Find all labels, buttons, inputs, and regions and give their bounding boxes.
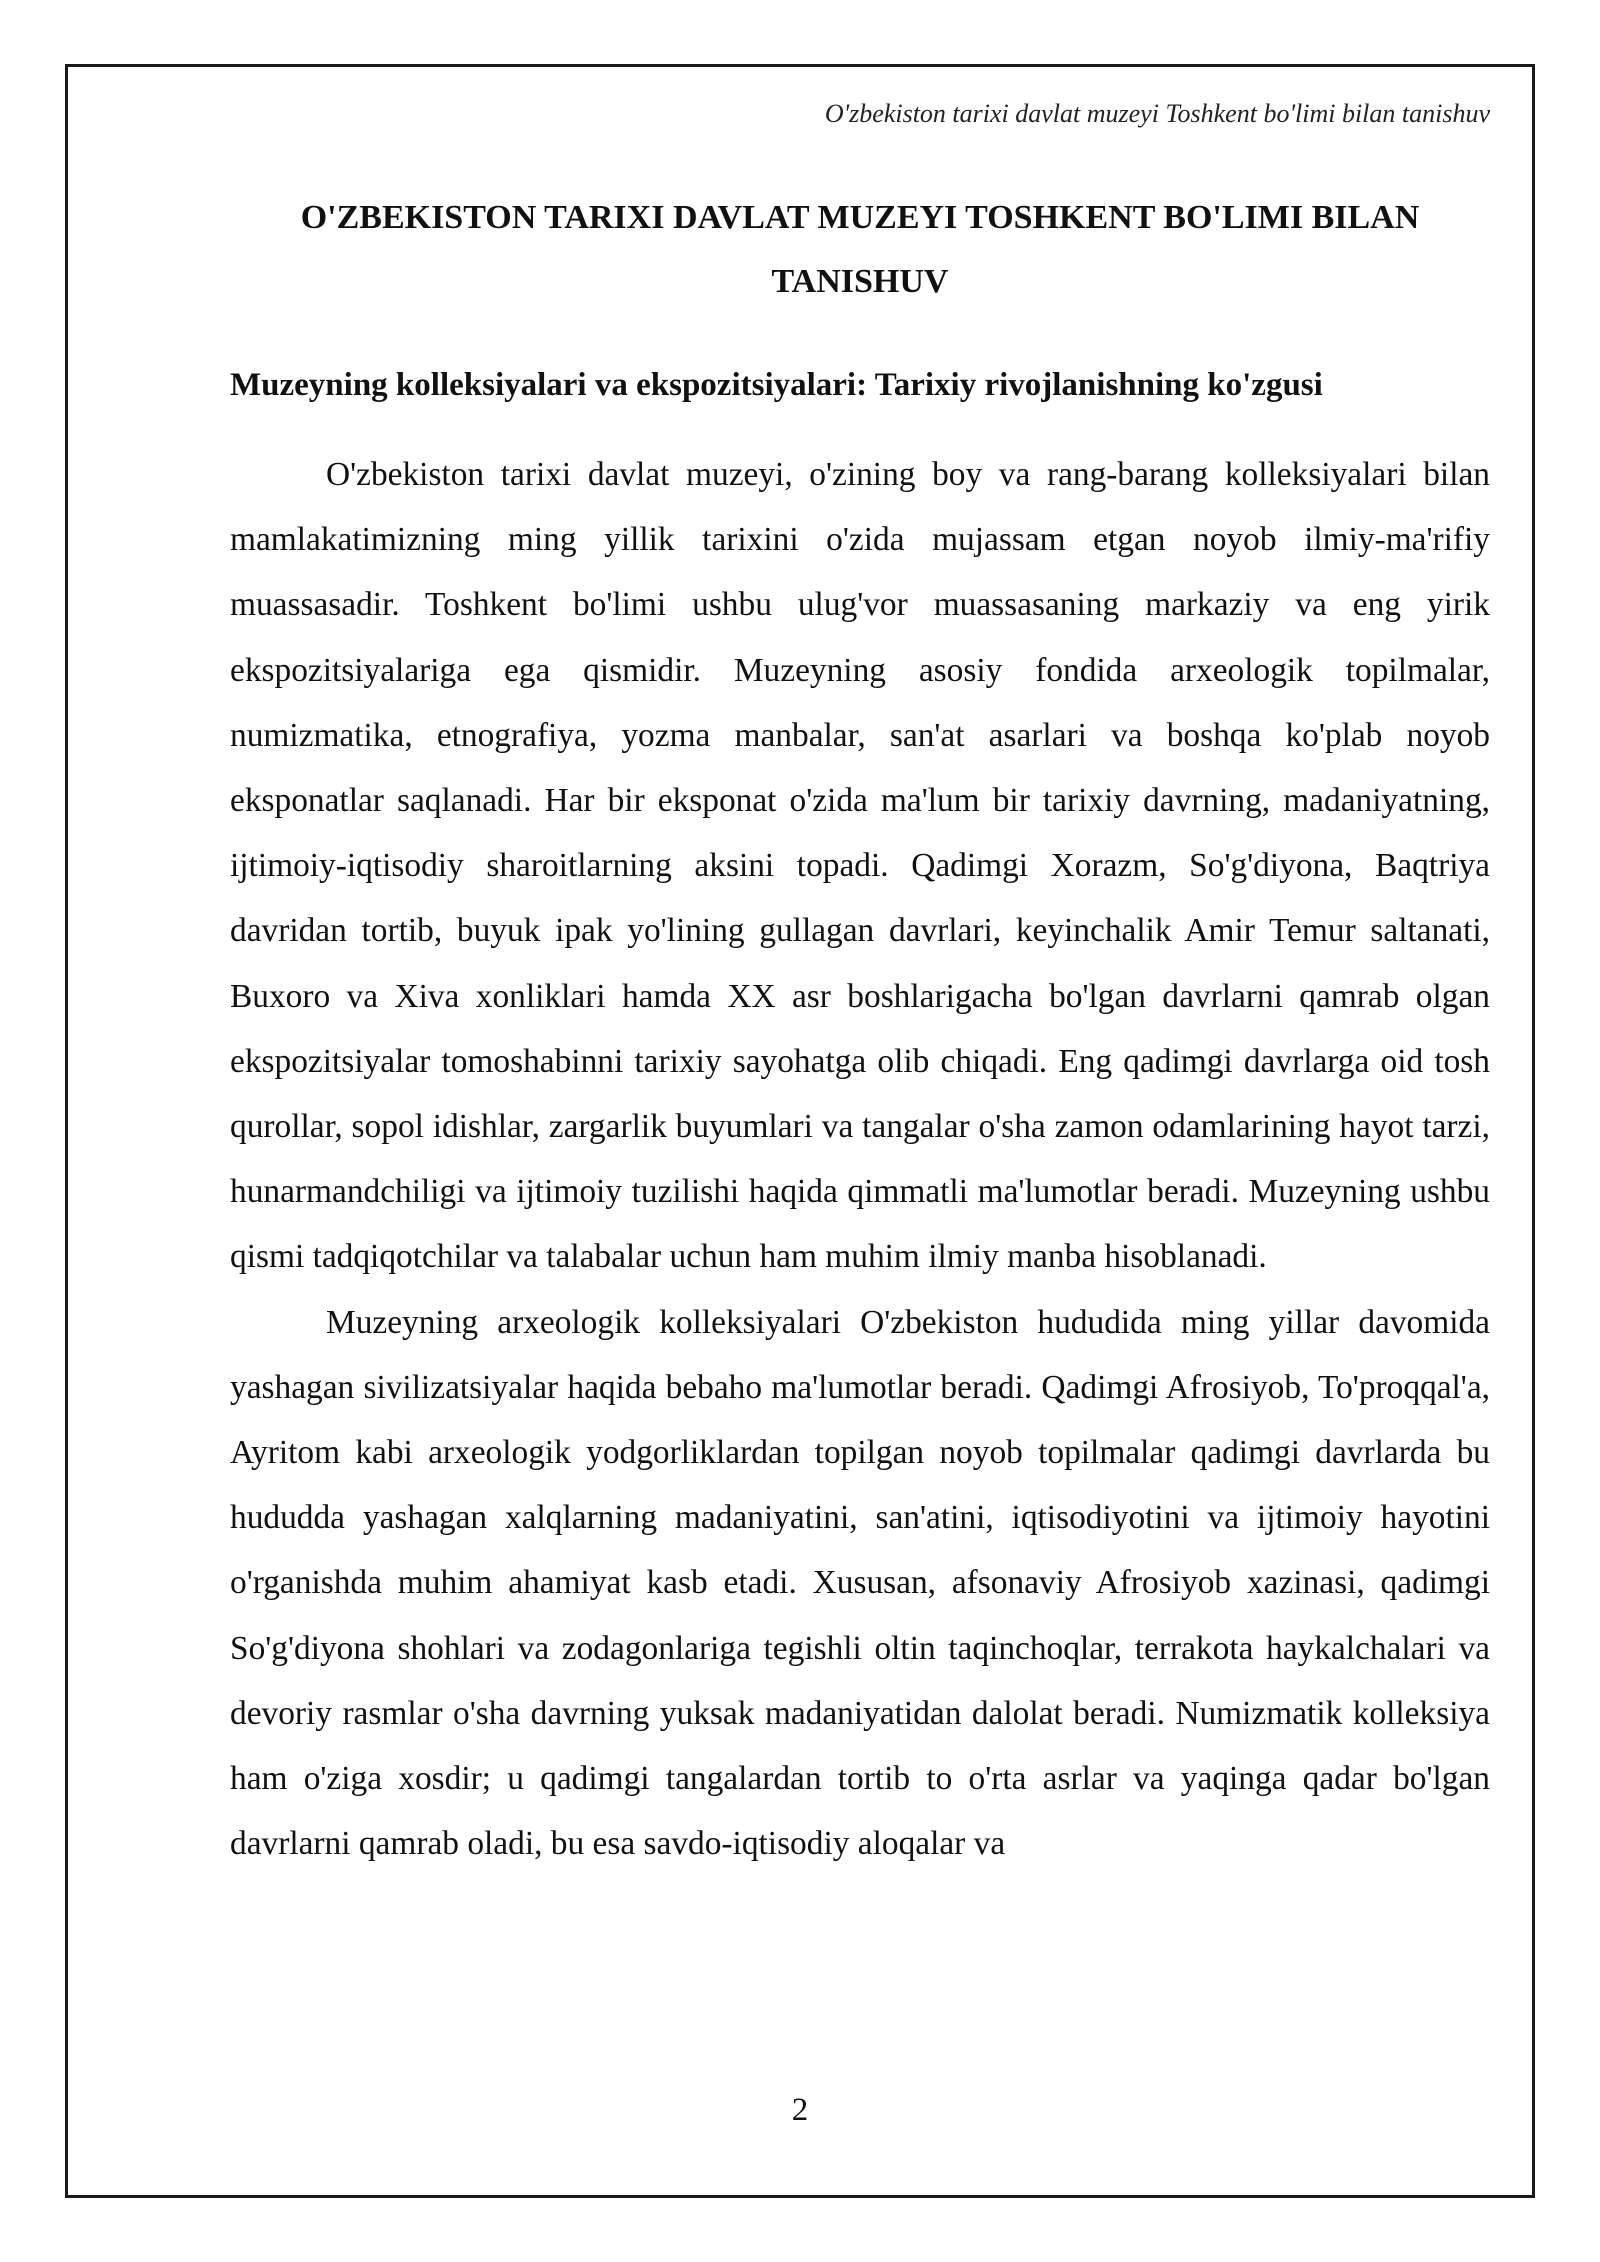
body-text [230,442,1490,1876]
document-title-line-2: TANISHUV [771,263,949,300]
section-heading: Muzeyning kolleksiyalari va ekspozitsiyalari: Tarixiy rivojlanishning ko'zgusi [230,367,1323,403]
document-title [230,186,1490,314]
paragraph-1: O'zbekiston tarixi davlat muzeyi, o'zining boy va rang-barang kolleksiyalari bilan mamlakatimizning ming yillik tarixini o'zida mujassam etgan noyob ilmiy-ma'rifiy muassasadir. Toshkent bo'limi ushbu ulug'vor muassasaning markaziy va eng yirik ekspozitsiyalariga ega qismidir. Muzeyning asosiy fondida arxeologik topilmalar, numizmatika, etnografiya, yozma manbalar, san'at asarlari va boshqa ko'plab noyob eksponatlar saqlanadi. Har bir eksponat o'zida ma'lum bir tarixiy davrning, madaniyatning, ijtimoiy-iqtisodiy sharoitlarning aksini topadi. Qadimgi Xorazm, So'g'diyona, Baqtriya davridan tortib, buyuk ipak yo'lining gullagan davrlari, keyinchalik Amir Temur saltanati, Buxoro va Xiva xonliklari hamda XX asr boshlarigacha bo'lgan davrlarni qamrab olgan ekspozitsiyalar tomoshabinni tarixiy sayohatga olib chiqadi. Eng qadimgi davrlarga oid tosh qurollar, sopol idishlar, zargarlik buyumlari va tangalar o'sha zamon odamlarining hayot tarzi, hunarmandchiligi va ijtimoiy tuzilishi haqida qimmatli ma'lumotlar beradi. Muzeyning ushbu qismi tadqiqotchilar va talabalar uchun ham muhim ilmiy manba hisoblanadi. [230,456,1490,1276]
page-number: 2 [791,2092,809,2128]
paragraph-2: Muzeyning arxeologik kolleksiyalari O'zbekiston hududida ming yillar davomida yashagan sivilizatsiyalar haqida bebaho ma'lumotlar beradi. Qadimgi Afrosiyob, To'proqqal'a, Ayritom kabi arxeologik yodgorliklardan topilgan noyob topilmalar qadimgi davrlarda bu hududda yashagan xalqlarning madaniyatini, san'atini, iqtisodiyotini va ijtimoiy hayotini o'rganishda muhim ahamiyat kasb etadi. Xususan, afsonaviy Afrosiyob xazinasi, qadimgi So'g'diyona shohlari va zodagonlariga tegishli oltin taqinchoqlar, terrakota haykalchalari va devoriy rasmlar o'sha davrning yuksak madaniyatidan dalolat beradi. Numizmatik kolleksiya ham o'ziga xosdir; u qadimgi tangalardan tortib to o'rta asrlar va yaqinga qadar bo'lgan davrlarni qamrab oladi, bu esa savdo-iqtisodiy aloqalar va [230,1303,1490,1863]
running-header: O'zbekiston tarixi davlat muzeyi Toshkent bo'limi bilan tanishuv [824,99,1490,128]
document-title-line-1: O'ZBEKISTON TARIXI DAVLAT MUZEYI TOSHKENT BO'LIMI BILAN [300,199,1420,236]
